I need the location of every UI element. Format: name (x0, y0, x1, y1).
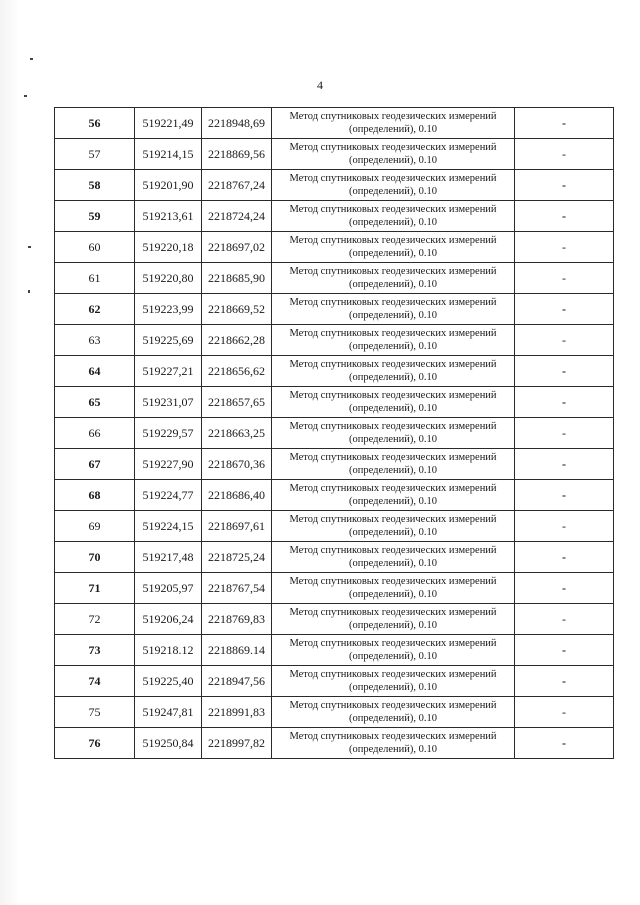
dash-cell: - (515, 449, 614, 480)
scan-speck (28, 290, 30, 293)
y-coordinate-cell: 2218767,24 (202, 170, 272, 201)
point-number-cell: 71 (55, 573, 135, 604)
y-coordinate-cell: 2218724,24 (202, 201, 272, 232)
method-cell: Метод спутниковых геодезических измерений (определений), 0.10 (272, 604, 515, 635)
x-coordinate-cell: 519217,48 (135, 542, 202, 573)
point-number-cell: 65 (55, 387, 135, 418)
y-coordinate-cell: 2218656,62 (202, 356, 272, 387)
page-number: 4 (317, 78, 323, 92)
method-cell: Метод спутниковых геодезических измерений (определений), 0.10 (272, 170, 515, 201)
coordinates-table (54, 107, 614, 759)
method-cell: Метод спутниковых геодезических измерений (определений), 0.10 (272, 232, 515, 263)
y-coordinate-cell: 2218670,36 (202, 449, 272, 480)
scan-speck (24, 95, 27, 97)
scan-edge-shadow (0, 0, 20, 905)
y-coordinate-cell: 2218669,52 (202, 294, 272, 325)
point-number-cell: 74 (55, 666, 135, 697)
table-row (55, 573, 614, 604)
y-coordinate-cell: 2218991,83 (202, 697, 272, 728)
x-coordinate-cell: 519218.12 (135, 635, 202, 666)
table-row (55, 325, 614, 356)
y-coordinate-cell: 2218869.14 (202, 635, 272, 666)
dash-cell: - (515, 325, 614, 356)
method-cell: Метод спутниковых геодезических измерений (определений), 0.10 (272, 325, 515, 356)
dash-cell: - (515, 728, 614, 759)
x-coordinate-cell: 519220,18 (135, 232, 202, 263)
x-coordinate-cell: 519205,97 (135, 573, 202, 604)
point-number-cell: 57 (55, 139, 135, 170)
scan-speck (30, 58, 33, 60)
dash-cell: - (515, 356, 614, 387)
y-coordinate-cell: 2218697,61 (202, 511, 272, 542)
table-row (55, 604, 614, 635)
point-number-cell: 73 (55, 635, 135, 666)
y-coordinate-cell: 2218725,24 (202, 542, 272, 573)
table-row (55, 635, 614, 666)
table-row (55, 139, 614, 170)
x-coordinate-cell: 519214,15 (135, 139, 202, 170)
point-number-cell: 56 (55, 108, 135, 139)
y-coordinate-cell: 2218686,40 (202, 480, 272, 511)
table-row (55, 170, 614, 201)
table-row (55, 108, 614, 139)
x-coordinate-cell: 519231,07 (135, 387, 202, 418)
table-row (55, 480, 614, 511)
coordinates-table-body (55, 108, 614, 759)
point-number-cell: 62 (55, 294, 135, 325)
x-coordinate-cell: 519225,69 (135, 325, 202, 356)
point-number-cell: 76 (55, 728, 135, 759)
method-cell: Метод спутниковых геодезических измерений (определений), 0.10 (272, 356, 515, 387)
table-row (55, 449, 614, 480)
dash-cell: - (515, 573, 614, 604)
dash-cell: - (515, 635, 614, 666)
x-coordinate-cell: 519227,90 (135, 449, 202, 480)
method-cell: Метод спутниковых геодезических измерений (определений), 0.10 (272, 263, 515, 294)
dash-cell: - (515, 542, 614, 573)
point-number-cell: 60 (55, 232, 135, 263)
x-coordinate-cell: 519221,49 (135, 108, 202, 139)
x-coordinate-cell: 519224,77 (135, 480, 202, 511)
table-row (55, 418, 614, 449)
y-coordinate-cell: 2218657,65 (202, 387, 272, 418)
x-coordinate-cell: 519247,81 (135, 697, 202, 728)
table-row (55, 511, 614, 542)
dash-cell: - (515, 170, 614, 201)
method-cell: Метод спутниковых геодезических измерений (определений), 0.10 (272, 294, 515, 325)
method-cell: Метод спутниковых геодезических измерений (определений), 0.10 (272, 697, 515, 728)
x-coordinate-cell: 519229,57 (135, 418, 202, 449)
dash-cell: - (515, 604, 614, 635)
dash-cell: - (515, 139, 614, 170)
method-cell: Метод спутниковых геодезических измерений (определений), 0.10 (272, 449, 515, 480)
x-coordinate-cell: 519227,21 (135, 356, 202, 387)
dash-cell: - (515, 263, 614, 294)
y-coordinate-cell: 2218769,83 (202, 604, 272, 635)
method-cell: Метод спутниковых геодезических измерений (определений), 0.10 (272, 542, 515, 573)
dash-cell: - (515, 387, 614, 418)
y-coordinate-cell: 2218767,54 (202, 573, 272, 604)
dash-cell: - (515, 232, 614, 263)
table-row (55, 542, 614, 573)
point-number-cell: 66 (55, 418, 135, 449)
dash-cell: - (515, 480, 614, 511)
method-cell: Метод спутниковых геодезических измерений (определений), 0.10 (272, 201, 515, 232)
y-coordinate-cell: 2218947,56 (202, 666, 272, 697)
dash-cell: - (515, 666, 614, 697)
x-coordinate-cell: 519223,99 (135, 294, 202, 325)
x-coordinate-cell: 519225,40 (135, 666, 202, 697)
table-row (55, 294, 614, 325)
point-number-cell: 64 (55, 356, 135, 387)
dash-cell: - (515, 294, 614, 325)
x-coordinate-cell: 519250,84 (135, 728, 202, 759)
point-number-cell: 69 (55, 511, 135, 542)
coordinates-table-container (54, 107, 610, 759)
point-number-cell: 70 (55, 542, 135, 573)
scan-speck (28, 246, 31, 248)
point-number-cell: 61 (55, 263, 135, 294)
method-cell: Метод спутниковых геодезических измерений (определений), 0.10 (272, 635, 515, 666)
method-cell: Метод спутниковых геодезических измерений (определений), 0.10 (272, 139, 515, 170)
point-number-cell: 67 (55, 449, 135, 480)
point-number-cell: 68 (55, 480, 135, 511)
y-coordinate-cell: 2218697,02 (202, 232, 272, 263)
method-cell: Метод спутниковых геодезических измерений (определений), 0.10 (272, 480, 515, 511)
method-cell: Метод спутниковых геодезических измерений (определений), 0.10 (272, 108, 515, 139)
method-cell: Метод спутниковых геодезических измерений (определений), 0.10 (272, 511, 515, 542)
dash-cell: - (515, 511, 614, 542)
table-row (55, 728, 614, 759)
table-row (55, 201, 614, 232)
table-row (55, 232, 614, 263)
y-coordinate-cell: 2218997,82 (202, 728, 272, 759)
x-coordinate-cell: 519220,80 (135, 263, 202, 294)
method-cell: Метод спутниковых геодезических измерений (определений), 0.10 (272, 666, 515, 697)
dash-cell: - (515, 201, 614, 232)
x-coordinate-cell: 519201,90 (135, 170, 202, 201)
x-coordinate-cell: 519224,15 (135, 511, 202, 542)
y-coordinate-cell: 2218663,25 (202, 418, 272, 449)
table-row (55, 666, 614, 697)
y-coordinate-cell: 2218685,90 (202, 263, 272, 294)
point-number-cell: 72 (55, 604, 135, 635)
y-coordinate-cell: 2218869,56 (202, 139, 272, 170)
table-row (55, 263, 614, 294)
dash-cell: - (515, 418, 614, 449)
dash-cell: - (515, 697, 614, 728)
y-coordinate-cell: 2218662,28 (202, 325, 272, 356)
method-cell: Метод спутниковых геодезических измерений (определений), 0.10 (272, 418, 515, 449)
y-coordinate-cell: 2218948,69 (202, 108, 272, 139)
table-row (55, 387, 614, 418)
method-cell: Метод спутниковых геодезических измерений (определений), 0.10 (272, 573, 515, 604)
point-number-cell: 59 (55, 201, 135, 232)
table-row (55, 697, 614, 728)
point-number-cell: 63 (55, 325, 135, 356)
dash-cell: - (515, 108, 614, 139)
method-cell: Метод спутниковых геодезических измерений (определений), 0.10 (272, 387, 515, 418)
x-coordinate-cell: 519213,61 (135, 201, 202, 232)
method-cell: Метод спутниковых геодезических измерений (определений), 0.10 (272, 728, 515, 759)
x-coordinate-cell: 519206,24 (135, 604, 202, 635)
point-number-cell: 58 (55, 170, 135, 201)
point-number-cell: 75 (55, 697, 135, 728)
table-row (55, 356, 614, 387)
